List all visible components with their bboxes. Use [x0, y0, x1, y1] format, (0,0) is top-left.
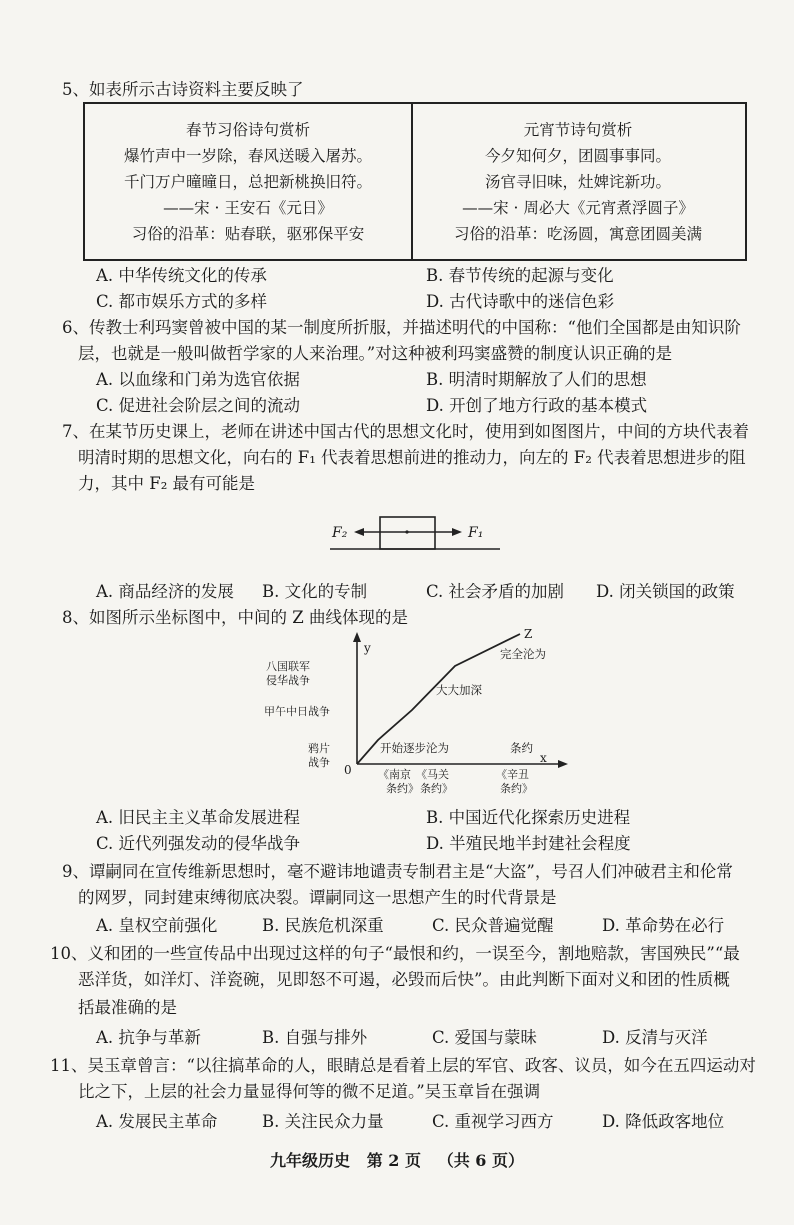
q5-option-b: B. 春节传统的起源与变化 [426, 266, 614, 285]
q7-line2: 明清时期的思想文化，向右的 F₁ 代表着思想前进的推动力，向左的 F₂ 代表着思想进步的阻 [78, 448, 746, 467]
q8-x-arrowhead [558, 760, 568, 768]
q5-left-author: ——宋 · 王安石《元日》 [163, 199, 333, 217]
q10-option-d: D. 反清与灭洋 [602, 1028, 708, 1047]
q8-annotation-start: 开始逐步沦为 [380, 741, 449, 755]
q7-option-c: C. 社会矛盾的加剧 [426, 582, 565, 601]
q8-y-tick-opium-1: 鸦片 [308, 742, 330, 755]
q5-option-d: D. 古代诗歌中的迷信色彩 [426, 292, 615, 311]
q5-option-a: A. 中华传统文化的传承 [96, 266, 267, 285]
q11-line1: 11、吴玉章曾言：“以往搞革命的人，眼睛总是看着上层的军官、政客、议员，如今在五四运动对 [50, 1056, 756, 1075]
q8-annotation-complete: 完全沦为 [500, 647, 546, 661]
q5-stem: 5、如表所示古诗资料主要反映了 [62, 80, 304, 99]
q7-f2-arrowhead [354, 528, 364, 536]
q9-line1: 9、谭嗣同在宣传维新思想时，毫不避讳地谴责专制君主是“大盗”，号召人们冲破君主和伦常 [62, 862, 733, 881]
q7-option-d: D. 闭关锁国的政策 [596, 582, 735, 601]
q11-option-a: A. 发展民主革命 [96, 1112, 218, 1131]
q8-x-tick-shimonoseki-2: 条约》 [420, 782, 453, 795]
q5-table [83, 102, 747, 261]
q7-f1-arrowhead [452, 528, 462, 536]
q10-line3: 括最准确的是 [78, 998, 177, 1017]
q8-origin-label: 0 [344, 763, 352, 777]
q5-option-c: C. 都市娱乐方式的多样 [96, 292, 268, 311]
q8-x-tick-nanjing-2: 条约》 [386, 782, 419, 795]
q8-x-tick-shimonoseki-1: 《马关 [416, 768, 449, 781]
q5-right-title: 元宵节诗句赏析 [523, 121, 633, 139]
q9-option-a: A. 皇权空前强化 [96, 916, 218, 935]
q5-right-cell [413, 104, 743, 259]
q7-force-diagram [320, 505, 510, 555]
q8-option-c: C. 近代列强发动的侵华战争 [96, 834, 301, 853]
q11-option-d: D. 降低政客地位 [602, 1112, 725, 1131]
q7-option-b: B. 文化的专制 [262, 582, 368, 601]
q8-x-tick-nanjing-1: 《南京 [378, 768, 411, 781]
q6-option-d: D. 开创了地方行政的基本模式 [426, 396, 648, 415]
q5-right-line1: 今夕知何夕，团圆事事同。 [484, 147, 671, 165]
q6-line1: 6、传教士利玛窦曾被中国的某一制度所折服，并描述明代的中国称：“他们全国都是由知识阶 [62, 318, 741, 337]
q8-annotation-deepen: 大大加深 [436, 683, 482, 697]
q8-option-d: D. 半殖民地半封建社会程度 [426, 834, 631, 853]
q8-x-axis-label: x [540, 751, 547, 765]
q9-option-c: C. 民众普遍觉醒 [432, 916, 554, 935]
q8-stem: 8、如图所示坐标图中，中间的 Z 曲线体现的是 [62, 608, 408, 627]
q6-line2: 层，也就是一般叫做哲学家的人来治理。”对这种被利玛窦盛赞的制度认识正确的是 [78, 344, 673, 363]
q8-y-tick-eight-nation-2: 侵华战争 [266, 674, 310, 687]
q5-left-custom: 习俗的沿革：贴春联，驱邪保平安 [131, 225, 365, 243]
q8-option-b: B. 中国近代化探索历史进程 [426, 808, 631, 827]
q6-option-b: B. 明清时期解放了人们的思想 [426, 370, 647, 389]
q9-line2: 的网罗，同封建束缚彻底决裂。谭嗣同这一思想产生的时代背景是 [78, 888, 557, 907]
q5-left-cell [85, 104, 411, 259]
q6-option-c: C. 促进社会阶层之间的流动 [96, 396, 301, 415]
q7-f2-label: F₂ [332, 525, 348, 541]
q8-y-tick-opium-2: 战争 [308, 756, 330, 769]
q6-option-a: A. 以血缘和门弟为选官依据 [96, 370, 300, 389]
q9-option-b: B. 民族危机深重 [262, 916, 384, 935]
q8-y-tick-eight-nation-1: 八国联军 [266, 660, 310, 673]
q11-option-b: B. 关注民众力量 [262, 1112, 384, 1131]
q10-line1: 10、义和团的一些宣传品中出现过这样的句子“最恨和约，一误至今，割地赔款，害国殃民”“最 [50, 944, 740, 963]
q7-line1: 7、在某节历史课上，老师在讲述中国古代的思想文化时，使用到如图图片，中间的方块代表着 [62, 422, 749, 441]
page-footer: 九年级历史 第 2 页 （共 6 页） [270, 1151, 524, 1170]
q8-chart [264, 627, 570, 800]
q8-option-a: A. 旧民主主义革命发展进程 [96, 808, 300, 827]
q8-x-tick-xinchou-2: 条约》 [500, 782, 533, 795]
q5-left-title: 春节习俗诗句赏析 [185, 121, 310, 139]
q5-right-author: ——宋 · 周必大《元宵煮浮圆子》 [462, 199, 694, 217]
q8-y-arrowhead [353, 632, 361, 642]
q5-right-line2: 汤官寻旧味，灶婢诧新功。 [484, 173, 671, 191]
q5-left-line2: 千门万户曈曈日，总把新桃换旧符。 [123, 173, 372, 191]
q10-option-b: B. 自强与排外 [262, 1028, 368, 1047]
q8-curve-label: Z [524, 627, 533, 641]
q10-option-c: C. 爱国与蒙昧 [432, 1028, 538, 1047]
q9-option-d: D. 革命势在必行 [602, 916, 725, 935]
q8-x-tick-xinchou-1: 《辛丑 [496, 768, 529, 781]
q8-y-tick-sino-japanese: 甲午中日战争 [264, 705, 330, 718]
q11-line2: 比之下，上层的社会力量显得何等的微不足道。”吴玉章旨在强调 [78, 1082, 541, 1101]
q5-left-line1: 爆竹声中一岁除，春风送暖入屠苏。 [123, 147, 372, 165]
q7-line3: 力，其中 F₂ 最有可能是 [78, 474, 256, 493]
q11-option-c: C. 重视学习西方 [432, 1112, 554, 1131]
q7-f1-label: F₁ [468, 525, 484, 541]
q8-y-axis-label: y [364, 641, 371, 655]
q10-line2: 恶洋货，如洋灯、洋瓷碗，见即怒不可遏，必毁而后快”。由此判断下面对义和团的性质概 [78, 970, 730, 989]
q10-option-a: A. 抗争与革新 [96, 1028, 201, 1047]
q8-annotation-treaty: 条约 [510, 741, 533, 755]
q7-option-a: A. 商品经济的发展 [96, 582, 234, 601]
q5-right-custom: 习俗的沿革：吃汤圆，寓意团圆美满 [453, 225, 702, 243]
